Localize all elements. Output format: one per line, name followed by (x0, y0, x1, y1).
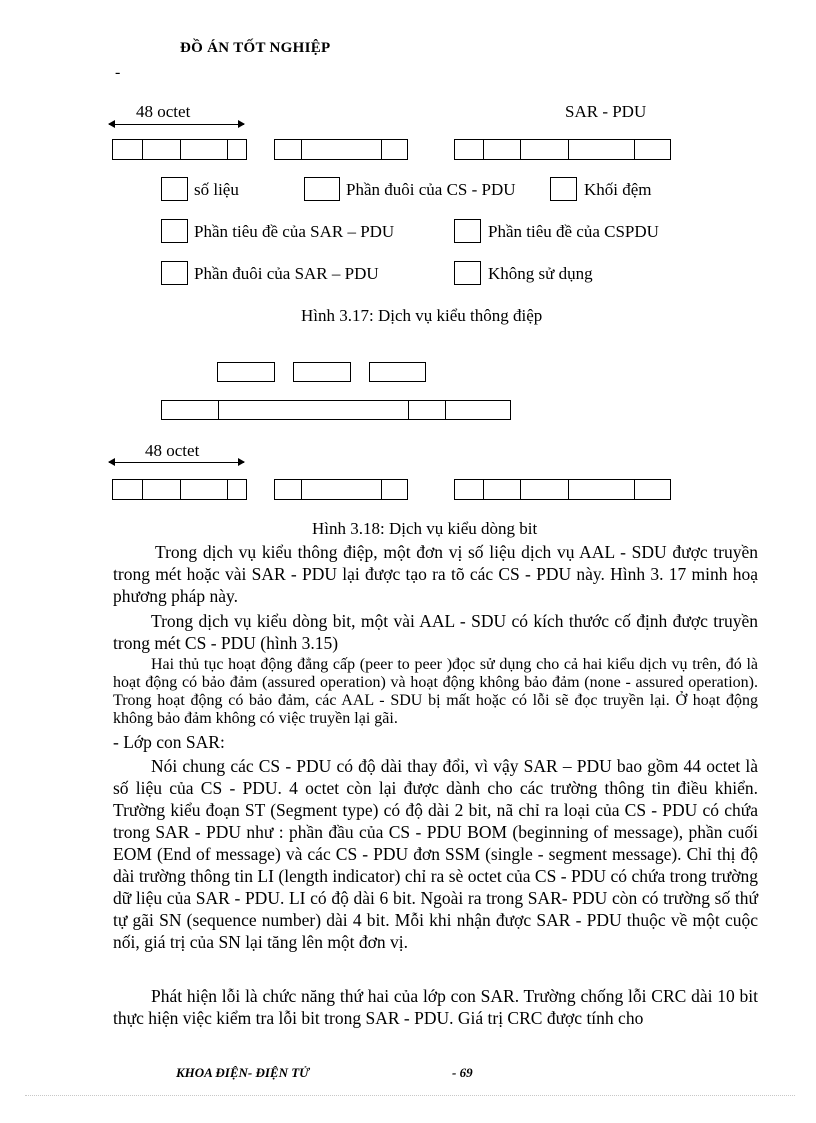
figure-3-17-caption: Hình 3.17: Dịch vụ kiểu thông điệp (301, 306, 543, 325)
sar-pdu-block-4 (112, 479, 247, 500)
paragraph-stream-service: Trong dịch vụ kiểu dòng bit, một vài AAL - SDU có kích thước cố định được truyền trong mét CS - PDU (hình 3.15) (113, 611, 758, 653)
paragraph-message-service: Trong dịch vụ kiểu thông điệp, một đơn vị số liệu dịch vụ AAL - SDU được truyền trong mét hoặc vài SAR - PDU lại được tạo ra tõ các CS - PDU này. Hình 3. 17 minh hoạ phương pháp này. (113, 542, 758, 606)
legend-label-cs-header: Phần tiêu đề của CSPDU (488, 222, 659, 241)
legend-swatch-unused (454, 261, 481, 285)
sar-pdu-block-1 (112, 139, 247, 160)
figure-3-18-caption: Hình 3.18: Dịch vụ kiểu dòng bit (312, 519, 538, 538)
legend-label-unused: Không sử dụng (488, 264, 593, 283)
octet-label: 48 octet (136, 102, 191, 121)
sar-pdu-block-6 (454, 479, 671, 500)
legend-label-padding: Khối đệm (584, 180, 652, 199)
footer-page-number: - 69 (452, 1065, 473, 1080)
legend-swatch-sar-trailer (161, 261, 188, 285)
sar-pdu-label: SAR - PDU (565, 102, 647, 121)
legend-swatch-data (161, 177, 188, 201)
header-dash: - (115, 64, 121, 81)
paragraph-sar-description: Nói chung các CS - PDU có độ dài thay đổi, vì vậy SAR – PDU bao gồm 44 octet là số liệu của CS - PDU. 4 octet còn lại được dành cho các trường thông tin điều khiển. Trường kiểu đoạn ST (Segment type) có độ dài 2 bit, nã chỉ ra loại của CS - PDU có chứa trong SAR - PDU như : phần đầu của CS - PDU BOM (beginning of message), phần cuối EOM (End of message) và các CS - PDU đơn SSM (single - segment message). Chỉ thị độ dài trường thông tin LI (length indicator) chỉ ra sè octet của CS - PDU có chứa trong trường dữ liệu của SAR - PDU. LI có độ dài 6 bit. Ngoài ra trong SAR- PDU còn có trường số thứ tự gãi SN (sequence number) dài 4 bit. Mỗi khi nhận được SAR - PDU thuộc về một cuộc nối, giá trị của SN lại tăng lên một đơn vị. (113, 756, 758, 952)
paragraph-error-detection: Phát hiện lỗi là chức năng thứ hai của lớp con SAR. Trường chống lỗi CRC dài 10 bit thực hiện việc kiểm tra lỗi bit trong SAR - PDU. Giá trị CRC được tính cho (113, 986, 758, 1028)
cs-pdu-block-1 (217, 362, 275, 382)
sar-pdu-block-3 (454, 139, 671, 160)
sar-pdu-block-5 (274, 479, 408, 500)
legend-label-sar-header: Phần tiêu đề của SAR – PDU (194, 222, 395, 241)
bullet-sar-sublayer: - Lớp con SAR: (113, 732, 225, 752)
octet-label-2: 48 octet (145, 441, 200, 460)
cs-pdu-block-2 (293, 362, 351, 382)
footer-department: KHOA ĐIỆN- ĐIỆN TỬ (176, 1065, 310, 1080)
legend-swatch-padding (550, 177, 577, 201)
legend-label-data: số liệu (194, 180, 239, 199)
legend-swatch-sar-header (161, 219, 188, 243)
legend-swatch-cs-trailer (304, 177, 340, 201)
legend-label-cs-trailer: Phần đuôi của CS - PDU (346, 180, 516, 199)
cs-pdu-stream (161, 400, 511, 420)
sar-pdu-block-2 (274, 139, 408, 160)
page-header-title: ĐỒ ÁN TỐT NGHIỆP (180, 40, 331, 56)
octet-span-arrow-2 (109, 462, 244, 463)
octet-span-arrow (109, 124, 244, 125)
footer-divider (25, 1095, 795, 1096)
legend-swatch-cs-header (454, 219, 481, 243)
legend-label-sar-trailer: Phần đuôi của SAR – PDU (194, 264, 379, 283)
cs-pdu-block-3 (369, 362, 426, 382)
paragraph-operations: Hai thủ tục hoạt động đẳng cấp (peer to peer )đọc sử dụng cho cả hai kiểu dịch vụ trên, đó là hoạt động có bảo đảm (assured operation) và hoạt động không bảo đảm (none - assured operation). Trong hoạt động có bảo đảm, các AAL - SDU bị mất hoặc có lỗi sẽ đọc truyền lại. Ở hoạt động không bảo đảm không có việc truyền lại gãi. (113, 656, 758, 727)
